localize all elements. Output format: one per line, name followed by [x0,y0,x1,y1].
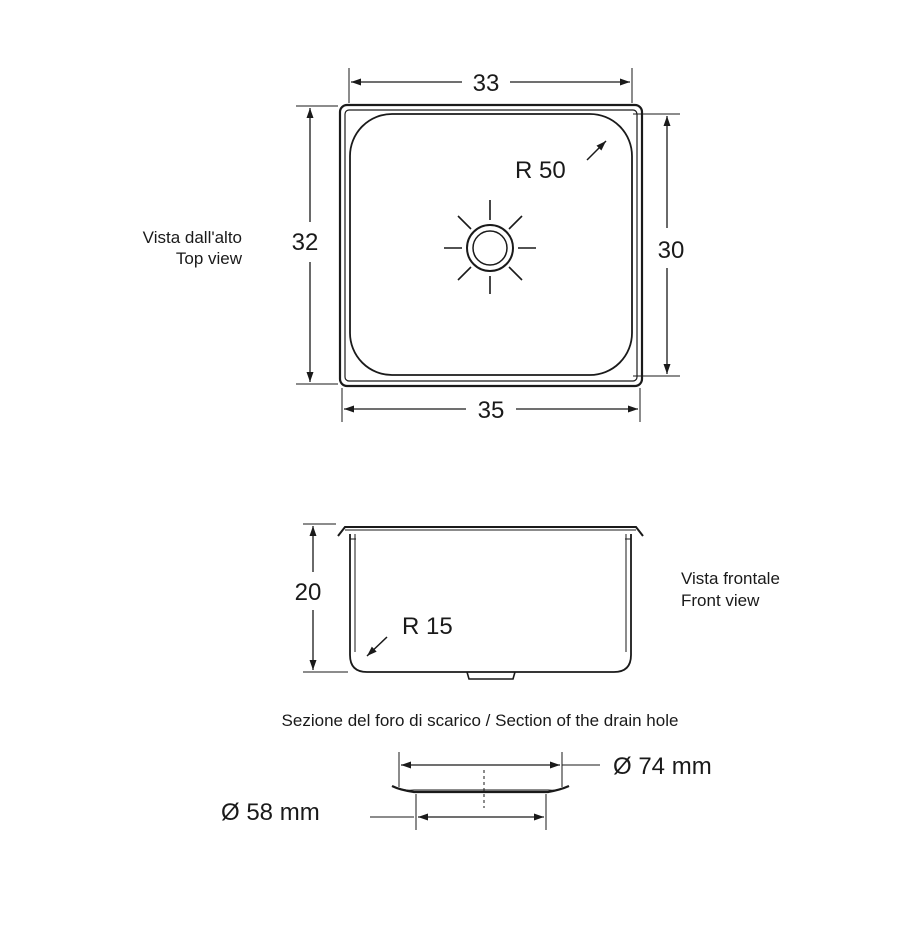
front-view-label-it: Vista frontale [681,569,780,588]
front-view [295,524,780,679]
dim-inner-diameter [221,794,546,830]
dim-front-height [295,524,348,672]
drain-symbol [444,200,536,294]
top-view [143,68,685,424]
drain-flange-profile [392,786,569,792]
dim-front-value: 20 [294,579,322,606]
dim-top-value: 33 [472,70,500,97]
dim-right-height [633,114,684,376]
top-view-label-en: Top view [175,249,242,268]
front-rim-flange [338,527,643,536]
dim-left-value: 32 [291,229,319,256]
drain-section-caption: Sezione del foro di scarico / Section of the drain hole [281,711,679,730]
dim-left-height [292,106,338,384]
front-radius-arrow [367,637,387,656]
front-view-label-en: Front view [681,591,760,610]
dim-right-value: 30 [657,237,685,264]
inner-diameter-label: Ø 58 mm [221,799,320,826]
front-drain-outlet [467,672,515,679]
dim-bottom-value: 35 [477,397,505,424]
top-view-label-it: Vista dall'alto [142,228,242,247]
top-radius-arrow [587,141,606,160]
sink-inner-rim [345,110,637,381]
front-bowl-body [350,534,631,672]
dim-outer-diameter [399,752,712,787]
sink-bowl-outline [350,114,632,375]
dim-top-width [349,68,632,103]
dim-bottom-width [342,388,640,424]
sink-outer-rim [340,105,642,386]
drain-section [221,711,712,830]
front-radius-label: R 15 [402,613,453,640]
top-radius-label: R 50 [515,157,566,184]
outer-diameter-label: Ø 74 mm [613,753,712,780]
